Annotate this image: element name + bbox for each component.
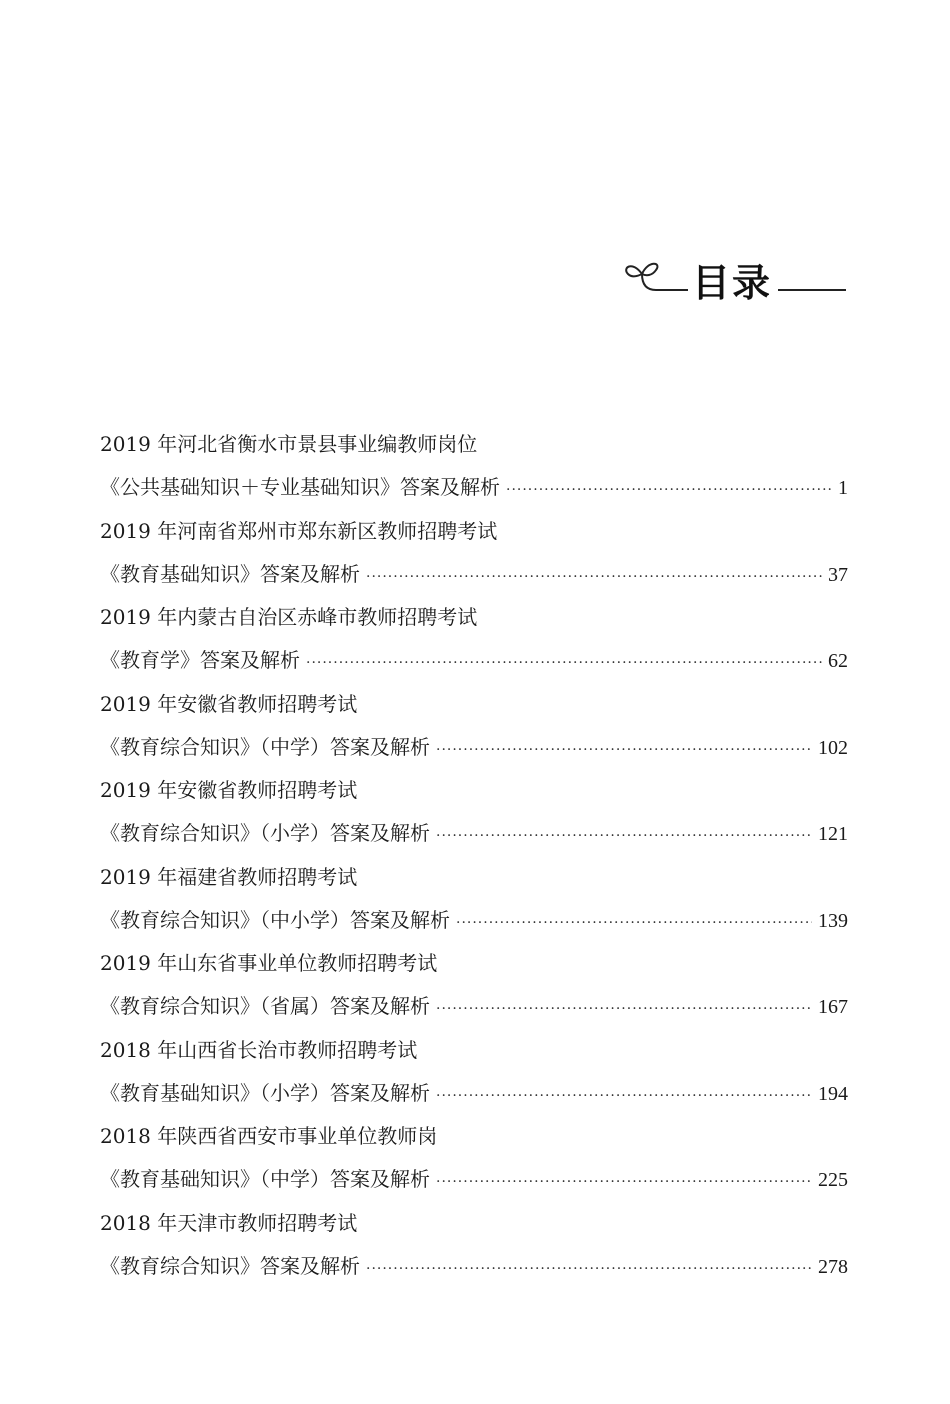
- toc-entry-title: 2018 年天津市教师招聘考试: [100, 1210, 358, 1235]
- dot-leader: [436, 995, 812, 1023]
- toc-entry-subtitle: 《教育学》答案及解析: [100, 648, 300, 672]
- toc-entry-title: 2019 年河北省衡水市景县事业编教师岗位: [100, 432, 478, 456]
- toc-entry-subtitle: 《教育基础知识》（中学）答案及解析: [100, 1167, 430, 1191]
- toc-entry-page: 139: [818, 909, 848, 932]
- dot-leader: [366, 1255, 812, 1283]
- toc-entry[interactable]: [100, 851, 848, 938]
- toc-entry-page: 121: [818, 823, 848, 845]
- toc-entry-page: 278: [818, 1255, 848, 1278]
- toc-entry[interactable]: [100, 1110, 848, 1197]
- dot-leader: [506, 476, 832, 504]
- dot-leader: [456, 909, 812, 937]
- toc-entry-title: 2018 年陕西省西安市事业单位教师岗: [100, 1124, 438, 1148]
- toc-entry[interactable]: [100, 418, 848, 505]
- toc-entry[interactable]: [100, 505, 848, 592]
- toc-entry-subtitle: 《教育综合知识》（中学）答案及解析: [100, 734, 430, 759]
- toc-entry-page: 194: [818, 1082, 848, 1105]
- page-title: 目录: [692, 261, 773, 305]
- toc-entry-title: 2019 年内蒙古自治区赤峰市教师招聘考试: [100, 605, 478, 629]
- toc-entry-subtitle: 《教育综合知识》（省属）答案及解析: [100, 994, 430, 1018]
- toc-entry[interactable]: [100, 1197, 848, 1284]
- toc-entry-page: 102: [818, 736, 848, 759]
- toc-entry-subtitle: 《公共基础知识＋专业基础知识》答案及解析: [100, 475, 500, 499]
- toc-entry[interactable]: [100, 937, 848, 1024]
- toc-entry-title: 2019 年福建省教师招聘考试: [100, 864, 358, 889]
- toc-entry-title: 2019 年安徽省教师招聘考试: [100, 691, 358, 716]
- toc-entry[interactable]: [100, 678, 848, 765]
- toc-entry-subtitle: 《教育基础知识》答案及解析: [100, 561, 360, 586]
- toc-heading: [622, 250, 848, 320]
- toc-entry[interactable]: [100, 764, 848, 851]
- dot-leader: [436, 1168, 812, 1196]
- toc-entry-title: 2019 年安徽省教师招聘考试: [100, 778, 358, 802]
- toc-entry-page: 225: [818, 1169, 848, 1191]
- dot-leader: [306, 649, 822, 677]
- toc-entry-page: 62: [828, 650, 848, 672]
- toc-entry-subtitle: 《教育综合知识》（小学）答案及解析: [100, 821, 430, 845]
- toc-entry-title: 2019 年山东省事业单位教师招聘考试: [100, 951, 438, 975]
- table-of-contents: [100, 418, 848, 1283]
- dot-leader: [366, 563, 822, 591]
- dot-leader: [436, 736, 812, 764]
- dot-leader: [436, 1082, 812, 1110]
- toc-entry-subtitle: 《教育基础知识》（小学）答案及解析: [100, 1080, 430, 1105]
- toc-entry-subtitle: 《教育综合知识》（中小学）答案及解析: [100, 907, 450, 932]
- toc-entry-page: 37: [828, 563, 848, 586]
- toc-entry-title: 2018 年山西省长治市教师招聘考试: [100, 1037, 418, 1062]
- toc-entry-page: 1: [838, 477, 848, 499]
- toc-entry-page: 167: [818, 996, 848, 1018]
- toc-entry-title: 2019 年河南省郑州市郑东新区教师招聘考试: [100, 518, 498, 543]
- toc-entry[interactable]: [100, 591, 848, 678]
- toc-entry-subtitle: 《教育综合知识》答案及解析: [100, 1253, 360, 1278]
- dot-leader: [436, 822, 812, 850]
- toc-entry[interactable]: [100, 1024, 848, 1111]
